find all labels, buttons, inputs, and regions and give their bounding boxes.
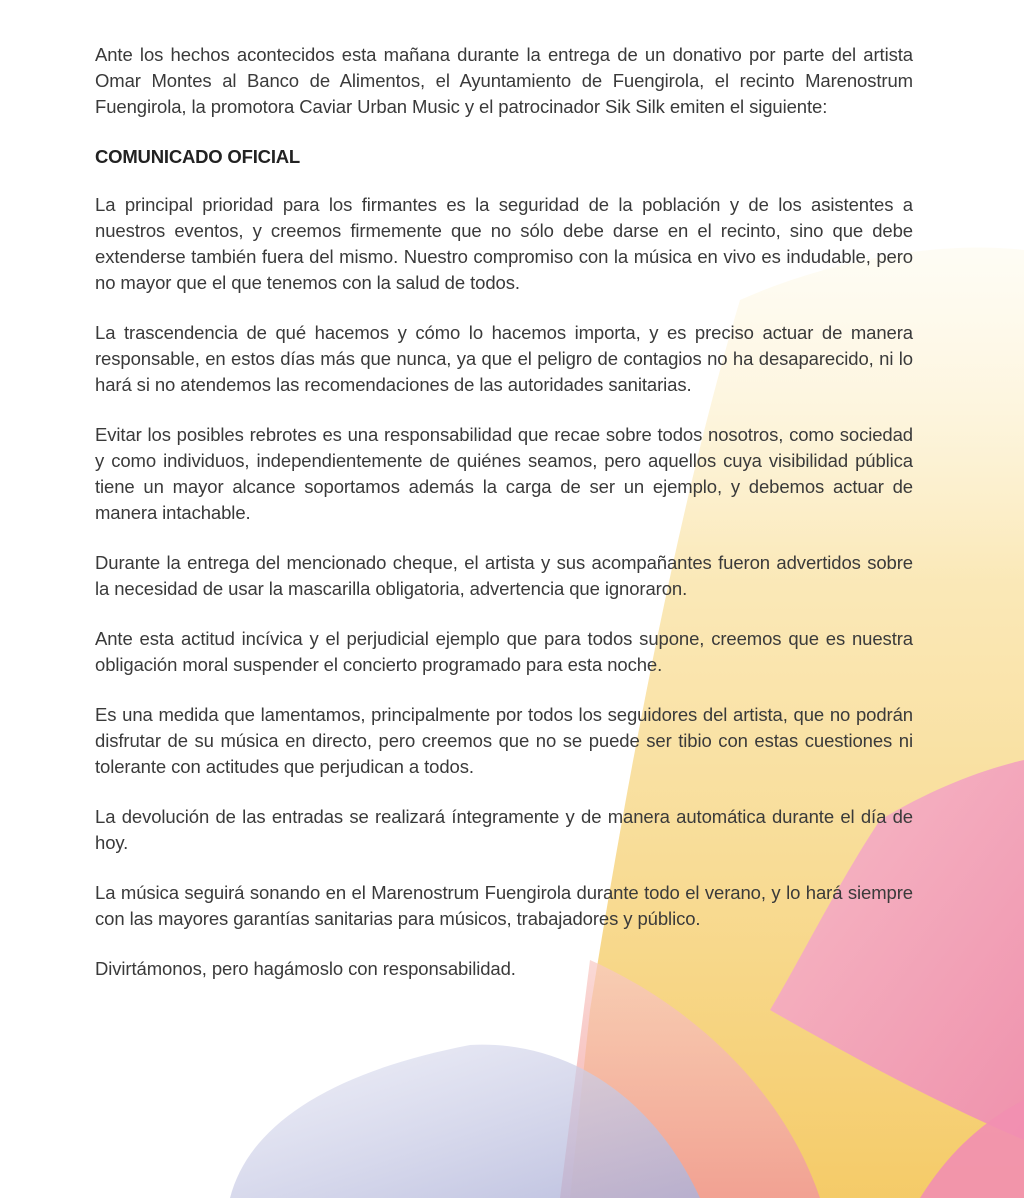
paragraph-3: Evitar los posibles rebrotes es una responsabilidad que recae sobre todos nosotros, como sociedad y como individuos, independientemente de quiénes seamos, pero aquellos cuya visibilidad pública tiene un mayor alcance soportamos además la carga de ser un ejemplo, y debemos actuar de manera intachable. — [95, 424, 913, 523]
document-body — [95, 42, 913, 1006]
paragraph-4: Durante la entrega del mencionado cheque, el artista y sus acompañantes fueron advertidos sobre la necesidad de usar la mascarilla obligatoria, advertencia que ignoraron. — [95, 552, 913, 599]
paragraph-1: La principal prioridad para los firmantes es la seguridad de la población y de los asistentes a nuestros eventos, y creemos firmemente que no sólo debe darse en el recinto, sino que debe extenderse también fuera del mismo. Nuestro compromiso con la música en vivo es indudable, pero no mayor que el que tenemos con la salud de todos. — [95, 194, 913, 293]
intro-paragraph: Ante los hechos acontecidos esta mañana durante la entrega de un donativo por parte del artista Omar Montes al Banco de Alimentos, el Ayuntamiento de Fuengirola, el recinto Marenostrum Fuengirola, la promotora Caviar Urban Music y el patrocinador Sik Silk emiten el siguiente: — [95, 44, 913, 117]
paragraph-9: Divirtámonos, pero hagámoslo con responsabilidad. — [95, 958, 516, 979]
paragraph-7: La devolución de las entradas se realizará íntegramente y de manera automática durante el día de hoy. — [95, 806, 913, 853]
paragraph-5: Ante esta actitud incívica y el perjudicial ejemplo que para todos supone, creemos que es nuestra obligación moral suspender el concierto programado para esta noche. — [95, 628, 913, 675]
paragraph-8: La música seguirá sonando en el Marenostrum Fuengirola durante todo el verano, y lo hará siempre con las mayores garantías sanitarias para músicos, trabajadores y público. — [95, 882, 913, 929]
paragraph-6: Es una medida que lamentamos, principalmente por todos los seguidores del artista, que no podrán disfrutar de su música en directo, pero creemos que no se puede ser tibio con estas cuestiones ni tolerante con actitudes que perjudican a todos. — [95, 704, 913, 777]
page-title: COMUNICADO OFICIAL — [95, 146, 301, 167]
paragraph-2: La trascendencia de qué hacemos y cómo lo hacemos importa, y es preciso actuar de manera responsable, en estos días más que nunca, ya que el peligro de contagios no ha desaparecido, ni lo hará si no atendemos las recomendaciones de las autoridades sanitarias. — [95, 322, 913, 395]
